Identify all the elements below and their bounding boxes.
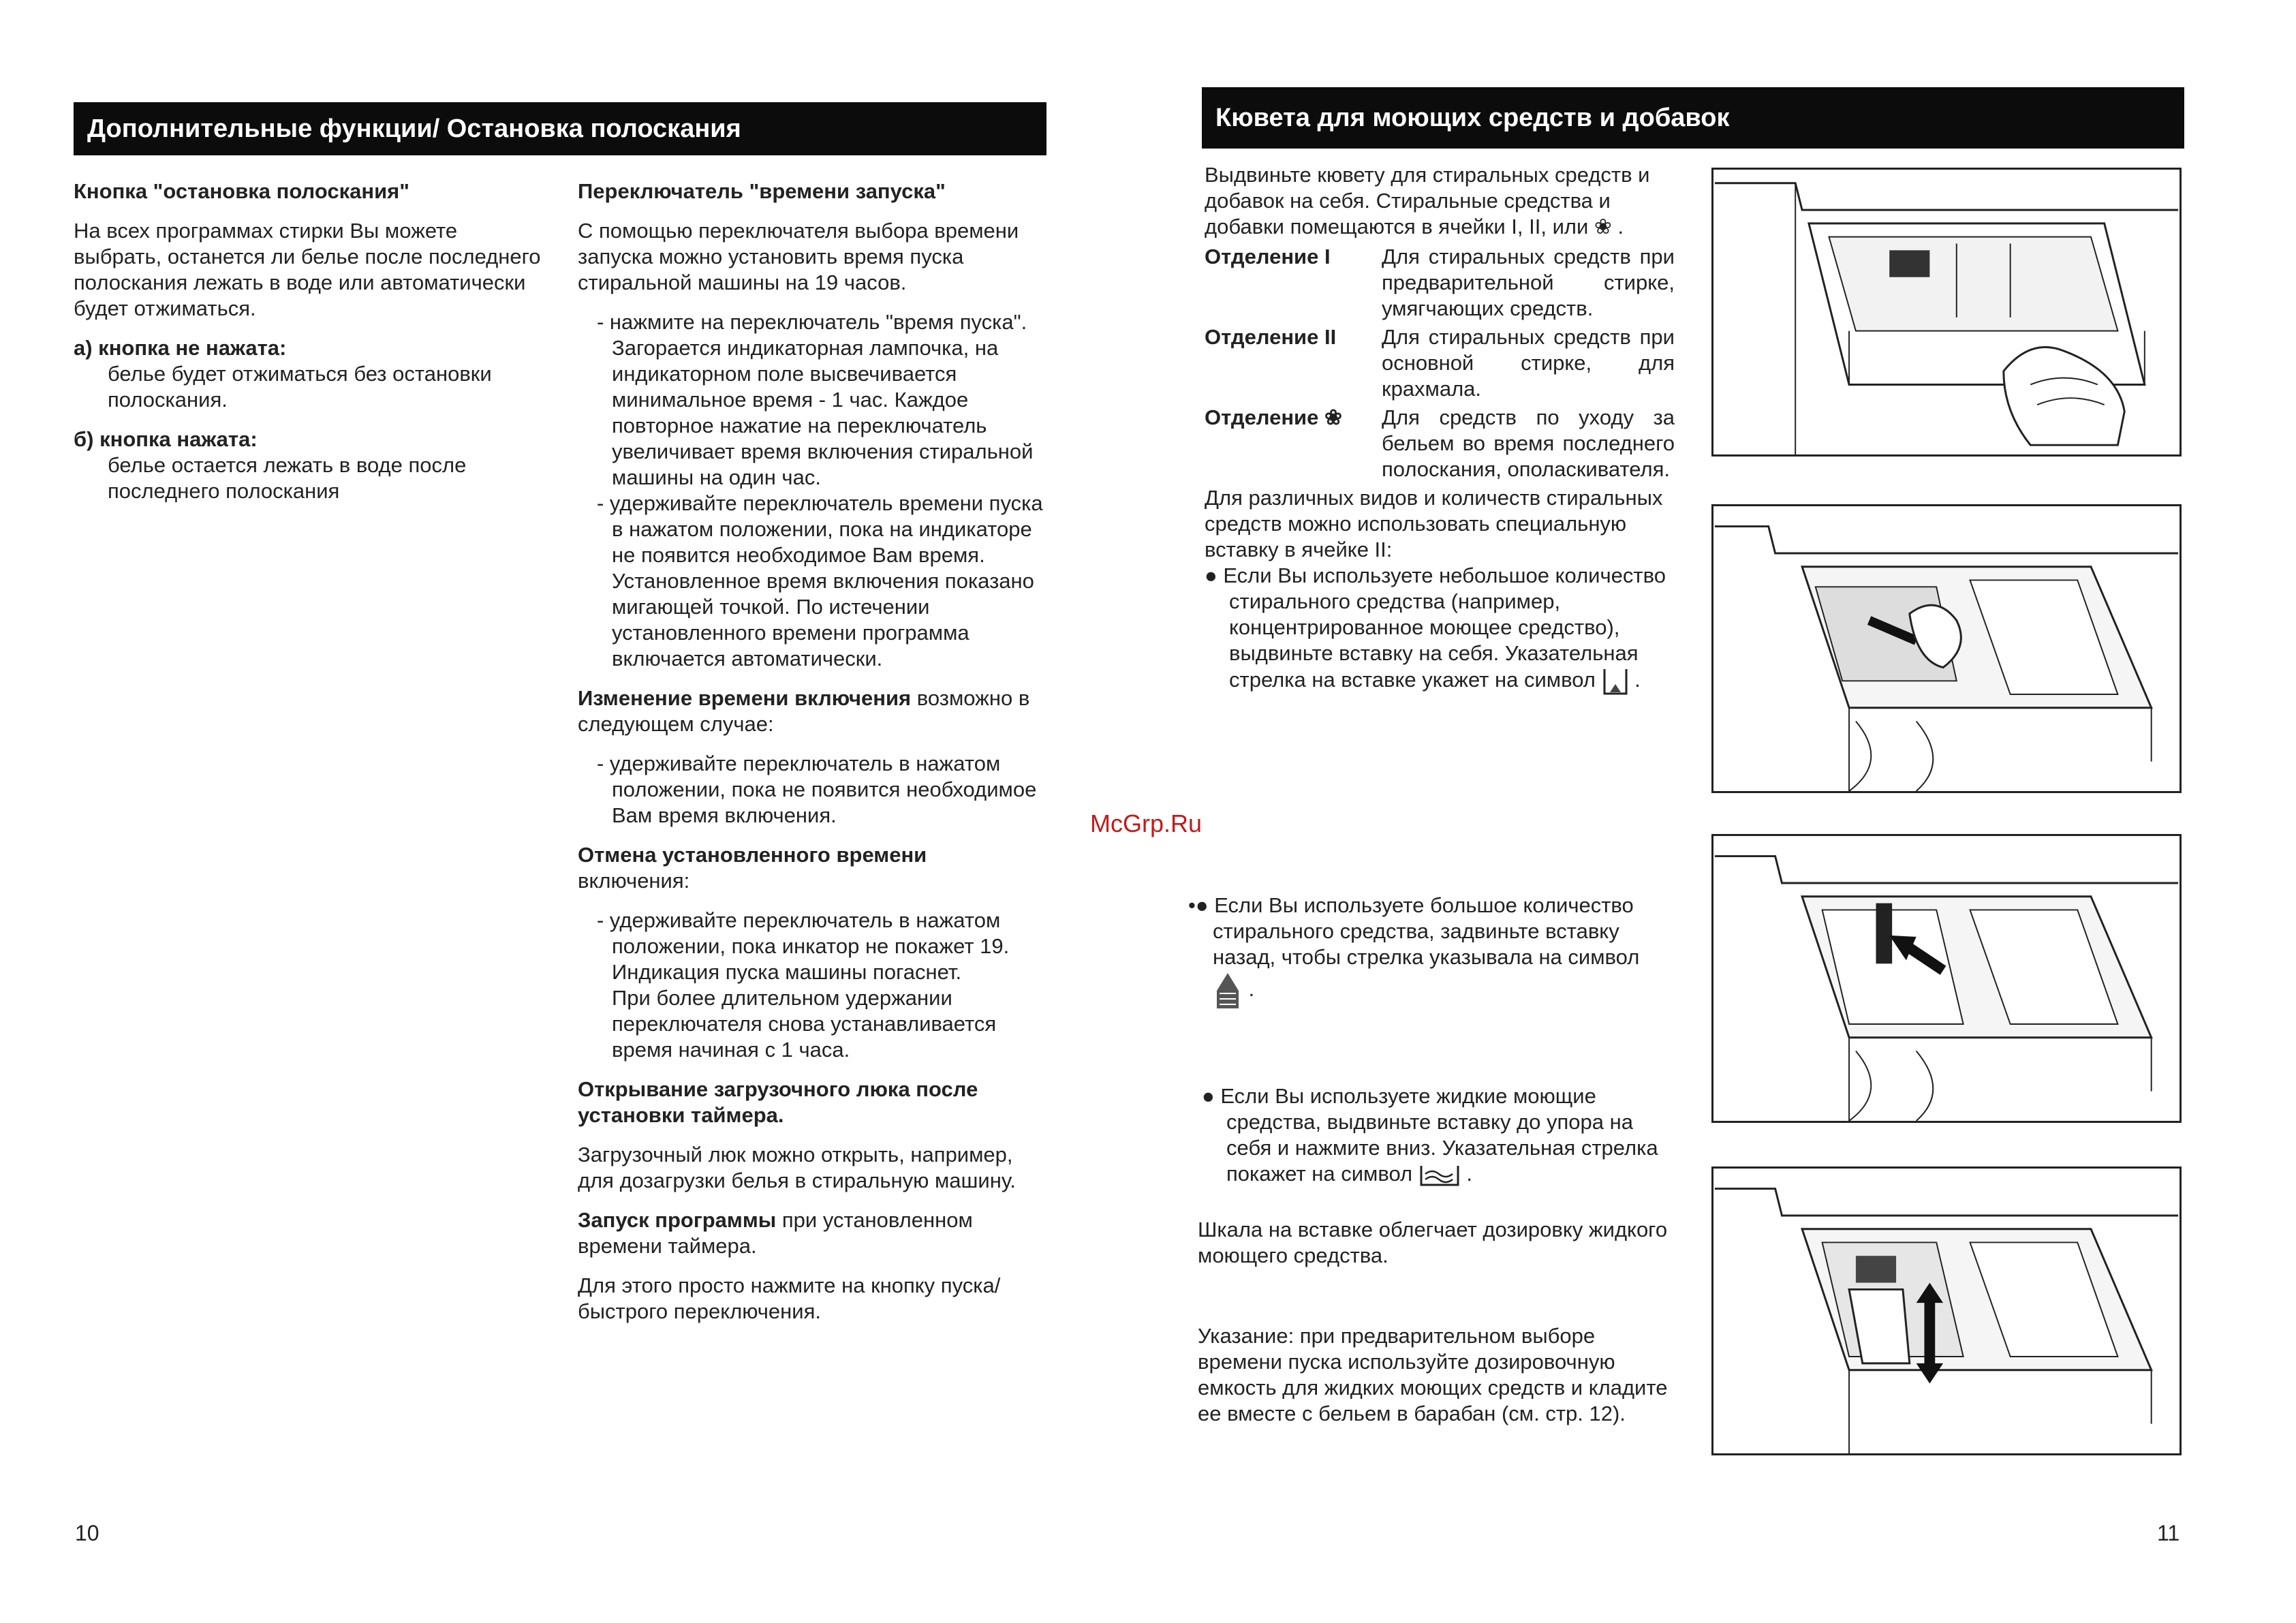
figure-insert-forward-drawing	[1713, 506, 2179, 791]
compartment-3	[1205, 405, 1675, 482]
rinse-stop-heading: Кнопка "остановка полоскания"	[74, 179, 409, 203]
liquid-icon	[1418, 1163, 1461, 1188]
cancel-time-step: - удерживайте переключатель в нажатом положении, пока инкатор не покажет 19. Индикация пуска машины погаснет.	[597, 908, 1010, 984]
bullet-large-amount-text: Если Вы используете большое количество стирального средства, задвиньте вставку назад, чтобы стрелка указывала на символ	[1213, 893, 1640, 969]
timer-step-1: - нажмите на переключатель "время пуска". Загорается индикаторная лампочка, на индикаторном поле высвечивается минимальное время - 1 час. Каждое повторное нажатие на переключатель увеличивает время включения стиральной машины на один час.	[597, 310, 1034, 489]
left-column-2	[578, 179, 1044, 1338]
page-number-right: 11	[2157, 1521, 2180, 1545]
right-text-bullet-3	[1202, 1083, 1675, 1188]
compartment-2	[1205, 324, 1675, 402]
door-heading: Открывание загрузочного люка после установки таймера.	[578, 1077, 978, 1127]
cancel-time-bold: Отмена установленного времени	[578, 843, 927, 867]
compartment-1	[1205, 244, 1675, 322]
bullet-large-amount: •● Если Вы используете большое количество стирального средства, задвиньте вставку назад, чтобы стрелка указывала на символ .	[1188, 893, 1675, 1011]
bullet-small-amount: ● Если Вы используете небольшое количество стирального средства (например, концентрированное моющее средство), выдвиньте вставку на себя. Указательная стрелка на вставке укажет на символ .	[1205, 563, 1675, 696]
figure-insert-forward	[1711, 504, 2182, 793]
bullet-liquid: ● Если Вы используете жидкие моющие средства, выдвиньте вставку до упора на себя и нажмите вниз. Указательная стрелка покажет на символ .	[1202, 1083, 1675, 1188]
powder-high-icon	[1213, 970, 1243, 1011]
right-text-column	[1205, 162, 1675, 696]
final-instruction: Для этого просто нажмите на кнопку пуска/ быстрого переключения.	[578, 1273, 1001, 1323]
compartment-2-label: Отделение II	[1205, 325, 1337, 349]
right-page-title-bar	[1202, 87, 2184, 149]
option-a-text: белье будет отжиматься без остановки полоскания.	[108, 362, 492, 412]
option-a-label: а) кнопка не нажата:	[74, 336, 287, 360]
start-timer-heading: Переключатель "времени запуска"	[578, 179, 946, 203]
left-page-title-bar	[74, 102, 1046, 155]
bullet-liquid-text: Если Вы используете жидкие моющие средства, выдвиньте вставку до упора на себя и нажмите вниз. Указательная стрелка покажет на символ	[1220, 1084, 1658, 1186]
figure-insert-back-drawing	[1713, 836, 2179, 1121]
figure-insert-liquid	[1711, 1166, 2182, 1455]
start-program-paragraph	[578, 1207, 1044, 1259]
compartment-1-text: Для стиральных средств при предварительной стирке, умягчающих средств.	[1382, 245, 1675, 320]
insert-text: Для различных видов и количеств стиральных средств можно использовать специальную вставку в ячейке II:	[1205, 486, 1663, 561]
change-time-paragraph	[578, 685, 1044, 737]
figure-drawer-pull-drawing	[1713, 170, 2179, 454]
option-b-text: белье остается лежать в воде после последнего полоскания	[108, 453, 467, 503]
start-program-rest: при установленном времени таймера.	[578, 1208, 973, 1258]
watermark: McGrp.Ru	[1090, 809, 1203, 837]
dispenser-intro: Выдвиньте кювету для стиральных средств и добавок на себя. Стиральные средства и добавки помещаются в ячейки I, II, или ❀ .	[1205, 163, 1650, 238]
change-time-bold: Изменение времени включения	[578, 686, 912, 710]
figure-insert-liquid-drawing	[1713, 1169, 2179, 1453]
powder-low-icon	[1602, 666, 1629, 696]
compartment-3-label: Отделение ❀	[1205, 405, 1342, 429]
note-text: Указание: при предварительном выборе времени пуска используйте дозировочную емкость для жидких моющих средств и кладите ее вместе с бельем в барабан (см. стр. 12).	[1198, 1324, 1668, 1425]
cancel-time-note: При более длительном удержании переключателя снова устанавливается время начиная с 1 часа.	[612, 986, 997, 1062]
right-page-title: Кювета для моющих средств и добавок	[1215, 104, 1730, 132]
rinse-stop-intro: На всех программах стирки Вы можете выбрать, останется ли белье после последнего полоскания лежать в воде или автоматически будет отжиматься.	[74, 219, 541, 320]
timer-step-2-note: Установленное время включения показано мигающей точкой. По истечении установленного времени программа включается автоматически.	[612, 569, 1034, 670]
compartment-2-text: Для стиральных средств при основной стирке, для крахмала.	[1382, 325, 1675, 401]
timer-step-2: - удерживайте переключатель времени пуска в нажатом положении, пока на индикаторе не появится необходимое Вам время.	[597, 491, 1043, 567]
left-column-1	[74, 179, 544, 518]
compartment-1-label: Отделение I	[1205, 245, 1331, 268]
door-text: Загрузочный люк можно открыть, например, для дозагрузки белья в стиральную машину.	[578, 1143, 1016, 1192]
scale-text: Шкала на вставке облегчает дозировку жидкого моющего средства.	[1198, 1218, 1668, 1267]
figure-insert-back	[1711, 834, 2182, 1123]
start-timer-intro: С помощью переключателя выбора времени запуска можно установить время пуска стиральной машины на 19 часов.	[578, 219, 1019, 294]
figure-drawer-pull	[1711, 168, 2182, 457]
cancel-time-rest: включения:	[578, 869, 690, 893]
right-text-bullet-2	[1188, 893, 1675, 1011]
compartment-3-text: Для средств по уходу за бельем во время последнего полоскания, ополаскивателя.	[1382, 405, 1675, 481]
left-page-title: Дополнительные функции/ Остановка полоскания	[87, 114, 741, 143]
right-text-bottom	[1198, 1217, 1675, 1440]
change-time-rest: возможно в следующем случае:	[578, 686, 1030, 736]
start-program-bold: Запуск программы	[578, 1208, 777, 1232]
change-time-step: - удерживайте переключатель в нажатом положении, пока не появится необходимое Вам время включения.	[597, 752, 1037, 827]
option-b-label: б) кнопка нажата:	[74, 427, 258, 451]
bullet-small-amount-text: Если Вы используете небольшое количество стирального средства (например, концентрированное моющее средство), выдвиньте вставку на себя. Указательная стрелка на вставке укажет на символ	[1223, 563, 1666, 692]
page-number-left: 10	[75, 1521, 99, 1545]
